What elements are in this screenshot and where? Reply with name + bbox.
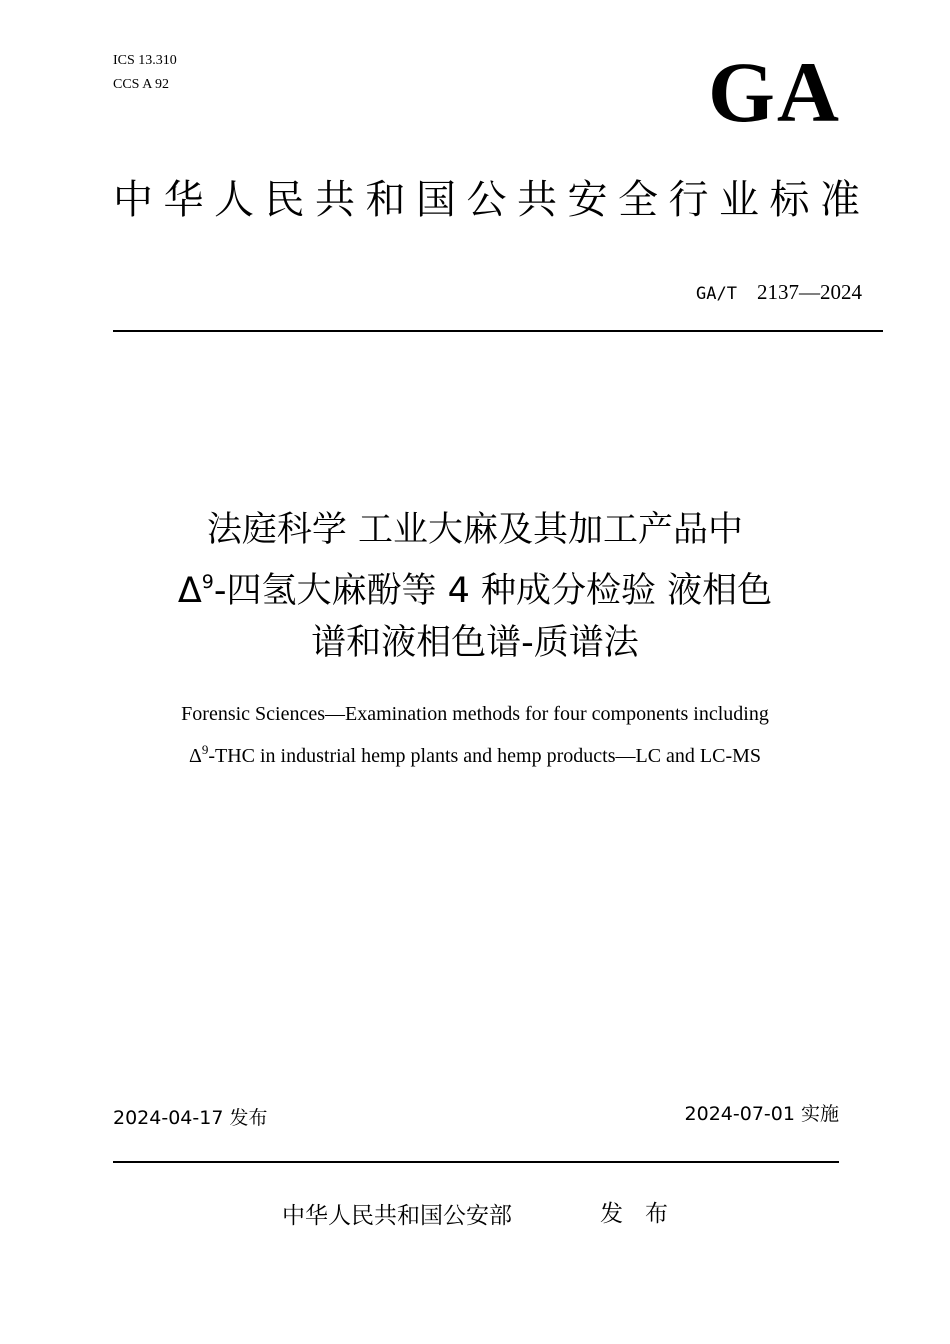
classification-codes bbox=[113, 49, 177, 97]
chinese-title-line-2 bbox=[0, 556, 950, 617]
standard-type-title: 中华人民共和国公共安全行业标准 bbox=[113, 177, 871, 223]
bottom-divider bbox=[113, 1161, 839, 1163]
english-title bbox=[0, 697, 950, 774]
delta-symbol: Δ bbox=[177, 571, 202, 611]
publish-label: 发布 bbox=[600, 1201, 690, 1227]
publisher-name: 中华人民共和国公安部 bbox=[282, 1203, 512, 1229]
english-title-line-2 bbox=[0, 732, 950, 774]
english-title-line-1: Forensic Sciences—Examination methods for four components including bbox=[181, 703, 769, 725]
chinese-title-line-3: 谱和液相色谱-质谱法 bbox=[311, 623, 639, 663]
ga-logo: GA bbox=[708, 44, 841, 140]
standard-code bbox=[696, 278, 862, 308]
implementation-date: 2024-07-01 实施 bbox=[684, 1103, 839, 1125]
delta-symbol-en: Δ bbox=[188, 745, 202, 767]
superscript-9: 9 bbox=[201, 571, 214, 593]
chinese-title bbox=[0, 504, 950, 669]
ics-code: ICS 13.310 bbox=[113, 53, 177, 68]
top-divider bbox=[113, 330, 883, 332]
english-title-line-2-text: -THC in industrial hemp plants and hemp products—LC and LC-MS bbox=[208, 745, 762, 767]
superscript-9-en: 9 bbox=[201, 742, 209, 757]
chinese-title-line-1: 法庭科学 工业大麻及其加工产品中 bbox=[206, 510, 744, 550]
standard-code-prefix: GA/T bbox=[696, 284, 737, 304]
standard-code-number: 2137—2024 bbox=[757, 280, 862, 304]
issue-date: 2024-04-17 发布 bbox=[113, 1107, 268, 1129]
chinese-title-line-2-text: -四氢大麻酚等 4 种成分检验 液相色 bbox=[213, 571, 773, 611]
ccs-code: CCS A 92 bbox=[113, 77, 170, 92]
